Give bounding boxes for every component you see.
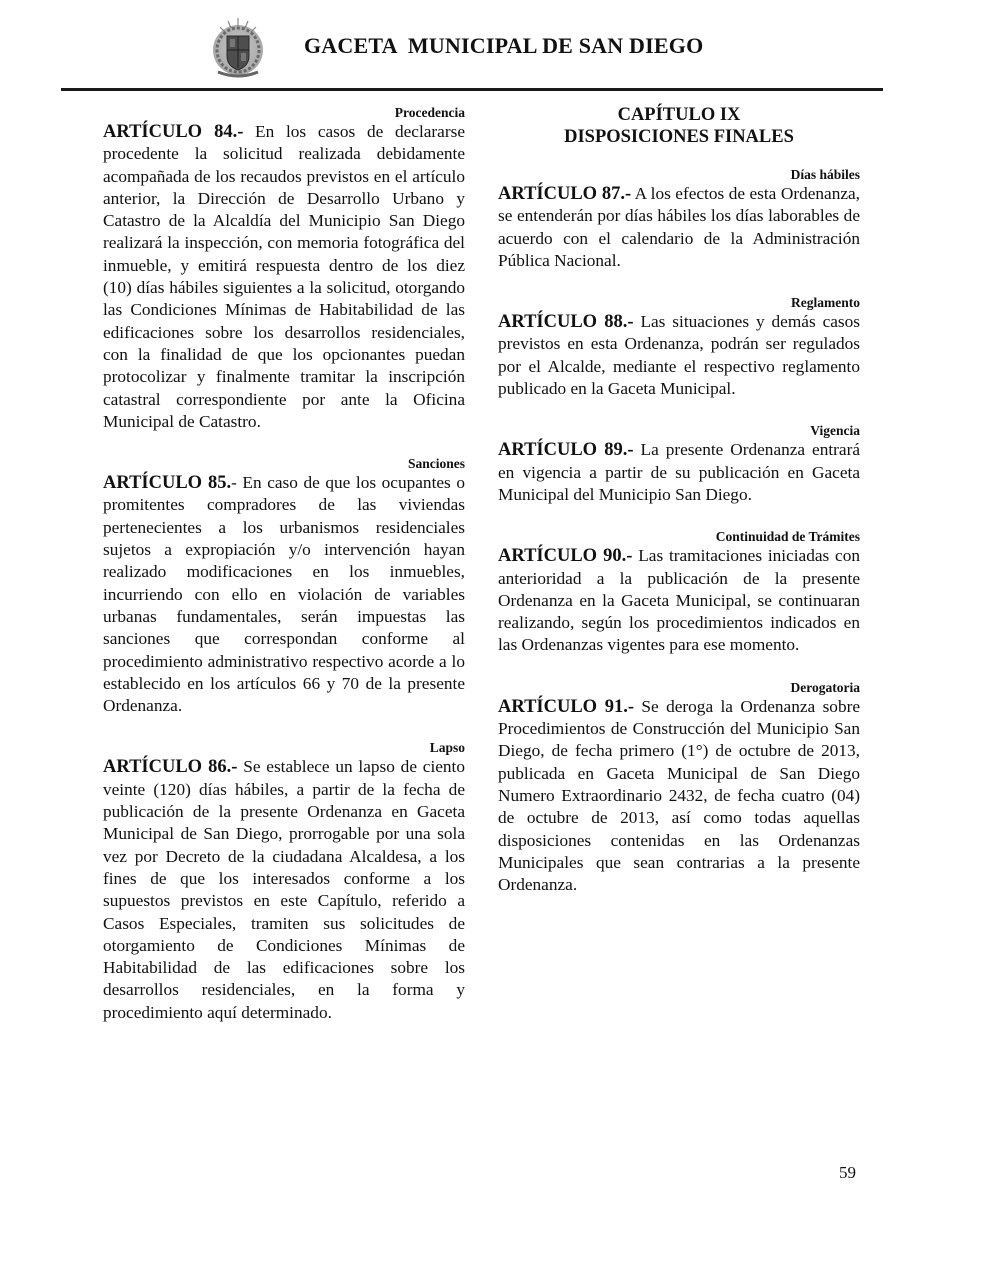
article-label: ARTÍCULO 90.- [498,546,633,567]
chapter-title: DISPOSICIONES FINALES [564,127,794,147]
article-text: La presente Ordenanza entrará en vigencia a partir de su publicación en Gaceta Municipal del Municipio San Diego. [498,440,861,504]
article-body [498,183,860,272]
right-column [498,104,860,896]
section-title: Vigencia [810,423,860,439]
header-divider [61,88,883,91]
article-text: En los casos de declararse procedente la solicitud realizada debidamente acompañada de los recaudos previstos en el artículo anterior, la Dirección de Desarrollo Urbano y Catastro de la Alcaldía del Municipio San Diego realizará la inspección, con memoria fotográfica del inmueble, y emitirá respuesta dentro de los diez (10) días hábiles siguientes a la solicitud, otorgando las Condiciones Mínimas de Habitabilidad de las edificaciones sobre los desarrollos residenciales, con la finalidad de que los opcionantes puedan protocolizar y finalmente tramitar la inscripción catastral correspondiente por ante la Oficina Municipal de Catastro. [103,122,465,431]
page-header [0,0,990,92]
section-title: Continuidad de Trámites [715,529,860,545]
article-85 [103,455,465,717]
article-body [498,439,860,506]
article-label: ARTÍCULO 87.- [498,184,632,204]
spacer [498,272,860,294]
article-label: ARTÍCULO 84.- [103,122,244,142]
coat-of-arms-icon [210,16,266,80]
article-body [498,311,860,400]
article-text: Las situaciones y demás casos previstos en esta Ordenanza, podrán ser regulados por el Alcalde, mediante el respectivo reglamento publicado en la Gaceta Municipal. [498,312,860,399]
article-body [103,756,465,1024]
article-body [498,696,860,897]
article-89 [498,422,860,506]
spacer [103,717,465,739]
article-84 [103,104,465,433]
article-body [103,472,465,717]
article-87 [498,166,860,272]
chapter-number: CAPÍTULO IX [617,105,741,125]
spacer [103,433,465,455]
section-title: Días hábiles [790,167,860,182]
left-column [103,104,465,1024]
article-text: Se establece un lapso de ciento veinte (120) días hábiles, a partir de la fecha de publicación de la presente Ordenanza en Gaceta Municipal de San Diego, prorrogable por una sola vez por Decreto de la ciudadana Alcaldesa, a los fines de que los interesados conforme a los supuestos previstos en este Capítulo, referido a Casos Especiales, tramiten sus solicitudes de otorgamiento de Condiciones Mínimas de Habitabilidad de las edificaciones sobre los desarrollos residenciales, en la forma y procedimiento aquí determinado. [103,757,466,1022]
chapter-heading [498,104,860,148]
article-label: ARTÍCULO 88.- [498,312,634,333]
section-title: Reglamento [791,295,860,311]
article-body [498,545,860,656]
section-title: Derogatoria [790,679,860,695]
article-label: ARTÍCULO 89.- [498,440,634,461]
article-text: Se deroga la Ordenanza sobre Procedimientos de Construcción del Municipio San Diego, de fecha primero (1°) de octubre de 2013, publicada en Gaceta Municipal de San Diego Numero Extraordinario 2432, de fecha cuatro (04) de octubre de 2013, así como todas aquellas disposiciones contenidas en las Ordenanzas Municipales que sean contrarias a la presente Ordenanza. [498,696,861,895]
spacer [498,506,860,528]
spacer [498,148,860,166]
article-91 [498,679,860,897]
section-title: Procedencia [394,105,465,120]
article-label: ARTÍCULO 91.- [498,696,635,717]
gazette-title: GACETA MUNICIPAL DE SAN DIEGO [304,33,704,58]
article-label: ARTÍCULO 86.- [103,757,238,778]
page-number: 59 [839,1163,856,1182]
article-text: Las tramitaciones iniciadas con anterioridad a la publicación de la presente Ordenanza en la Gaceta Municipal, se continuaran realizando, según los procedimientos indicados en las Ordenanzas vigentes para ese momento. [498,546,860,655]
section-title: Sanciones [407,456,465,472]
article-86 [103,739,465,1024]
article-text: - En caso de que los ocupantes o promitentes compradores de las viviendas pertenecientes a los urbanismos residenciales sujetos a expropiación y/o intervención hayan realizado modificaciones en los inmuebles, incurriendo con ello en violación de variables urbanas fundamentales, serán impuestas las sanciones que correspondan conforme al procedimiento administrativo respectivo acorde a lo establecido en los artículos 66 y 70 de la presente Ordenanza. [103,473,465,716]
article-body [103,121,465,433]
spacer [498,400,860,422]
article-text: A los efectos de esta Ordenanza, se entenderán por días hábiles los días laborables de acuerdo con el calendario de la Administración Pública Nacional. [498,184,860,270]
article-label: ARTÍCULO 85. [103,473,232,494]
article-88 [498,294,860,400]
section-title: Lapso [429,740,465,756]
article-90 [498,528,860,656]
spacer [498,657,860,679]
